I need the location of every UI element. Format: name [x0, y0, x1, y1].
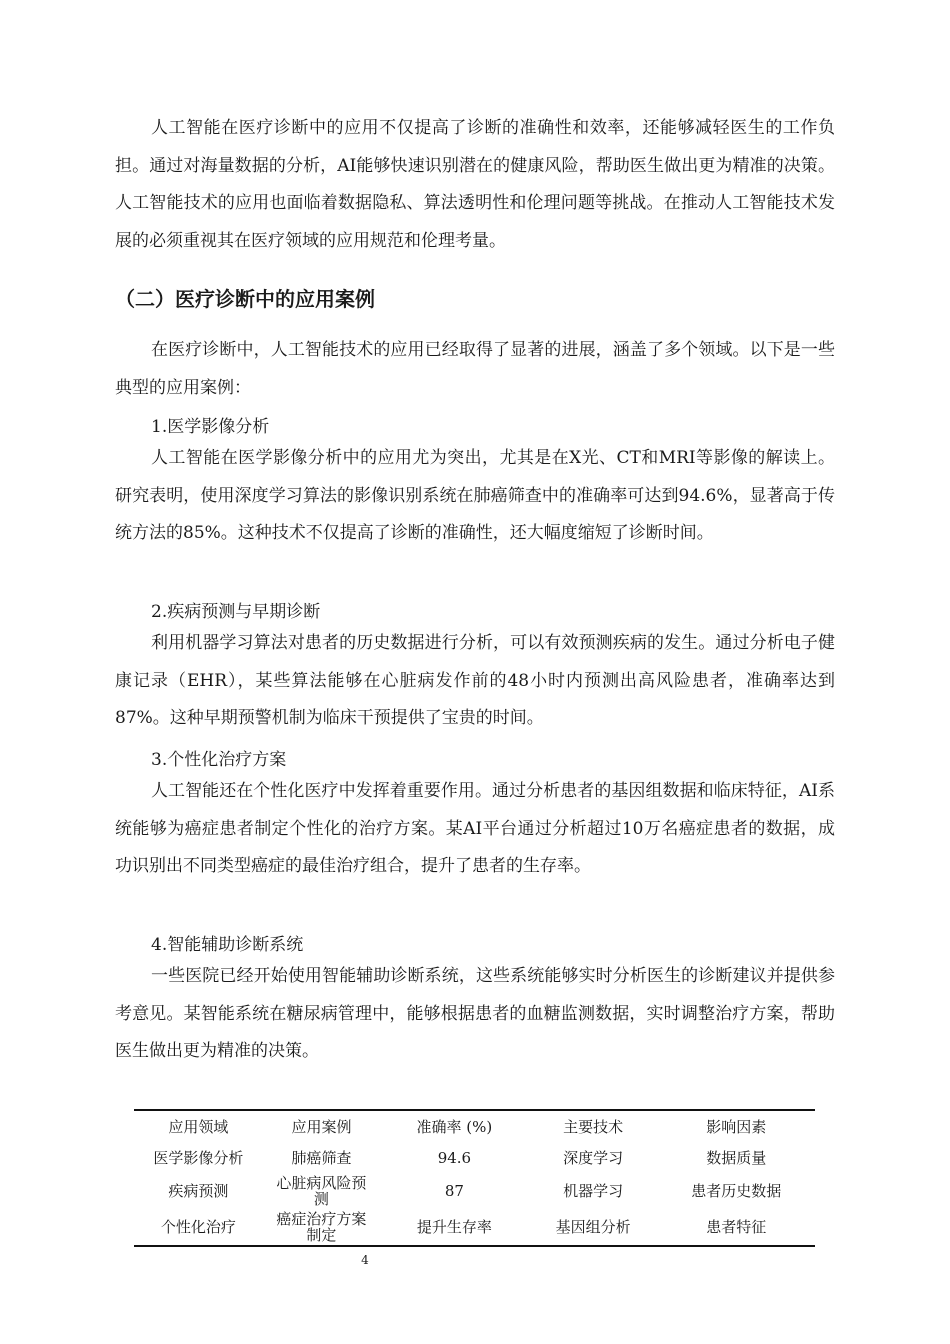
table-cell: 87 — [444, 1182, 464, 1200]
personalized-paragraph: 人工智能还在个性化医疗中发挥着重要作用。通过分析患者的基因组数据和临床特征，AI系统能够为癌症患者制定个性化的治疗方案。某AI平台通过分析超过10万名癌症患者的数据，成功识别出不同类型癌症的最佳治疗组合，提升了患者的生存率。 — [115, 781, 835, 876]
table-row — [134, 1173, 815, 1209]
table-cell: 个性化治疗 — [160, 1218, 236, 1236]
table-cell — [263, 1173, 380, 1209]
table-header-row — [134, 1110, 815, 1143]
table-cell: 94.6 — [437, 1149, 472, 1167]
applications-table — [134, 1109, 815, 1247]
table-row — [134, 1143, 815, 1173]
subheading-imaging: 1.医学影像分析 — [151, 417, 270, 437]
table-cell: 肺癌筛查 — [291, 1149, 352, 1167]
header-technology: 主要技术 — [563, 1118, 624, 1136]
table-cell: 机器学习 — [563, 1182, 624, 1200]
table-cell: 患者特征 — [706, 1218, 767, 1236]
table-cell: 提升生存率 — [416, 1218, 492, 1236]
section-heading: （二）医疗诊断中的应用案例 — [115, 287, 375, 311]
page-number: 4 — [361, 1253, 369, 1267]
subheading-prediction: 2.疾病预测与早期诊断 — [151, 602, 321, 622]
subheading-assist-system: 4.智能辅助诊断系统 — [151, 935, 304, 955]
table-cell: 深度学习 — [563, 1149, 624, 1167]
table-cell: 患者历史数据 — [691, 1182, 782, 1200]
intro-paragraph: 人工智能在医疗诊断中的应用不仅提高了诊断的准确性和效率，还能够减轻医生的工作负担。通过对海量数据的分析，AI能够快速识别潜在的健康风险，帮助医生做出更为精准的决策。人工智能技术的应用也面临着数据隐私、算法透明性和伦理问题等挑战。在推动人工智能技术发展的必须重视其在医疗领域的应用规范和伦理考量。 — [115, 118, 835, 251]
subheading-personalized: 3.个性化治疗方案 — [151, 750, 287, 770]
section-intro-paragraph: 在医疗诊断中，人工智能技术的应用已经取得了显著的进展，涵盖了多个领域。以下是一些典型的应用案例： — [115, 340, 835, 398]
imaging-paragraph: 人工智能在医学影像分析中的应用尤为突出，尤其是在X光、CT和MRI等影像的解读上。研究表明，使用深度学习算法的影像识别系统在肺癌筛查中的准确率可达到94.6%，显著高于传统方法的85%。这种技术不仅提高了诊断的准确性，还大幅度缩短了诊断时间。 — [115, 448, 835, 543]
header-domain: 应用领域 — [168, 1118, 229, 1136]
table-cell: 数据质量 — [706, 1149, 767, 1167]
header-factor: 影响因素 — [706, 1118, 767, 1136]
table-cell: 基因组分析 — [555, 1218, 631, 1236]
table-cell: 医学影像分析 — [153, 1149, 244, 1167]
table-cell — [263, 1209, 380, 1246]
table-cell-text: 心脏病风险预测 — [276, 1174, 367, 1208]
table-cell: 疾病预测 — [168, 1182, 229, 1200]
table-cell-text: 癌症治疗方案制定 — [276, 1210, 367, 1244]
prediction-paragraph: 利用机器学习算法对患者的历史数据进行分析，可以有效预测疾病的发生。通过分析电子健康记录（EHR），某些算法能够在心脏病发作前的48小时内预测出高风险患者，准确率达到87%。这种早期预警机制为临床干预提供了宝贵的时间。 — [115, 633, 835, 728]
assist-system-paragraph: 一些医院已经开始使用智能辅助诊断系统，这些系统能够实时分析医生的诊断建议并提供参考意见。某智能系统在糖尿病管理中，能够根据患者的血糖监测数据，实时调整治疗方案，帮助医生做出更为精准的决策。 — [115, 966, 835, 1061]
header-case: 应用案例 — [291, 1118, 352, 1136]
header-accuracy: 准确率 (%) — [416, 1118, 493, 1136]
table-row — [134, 1209, 815, 1246]
